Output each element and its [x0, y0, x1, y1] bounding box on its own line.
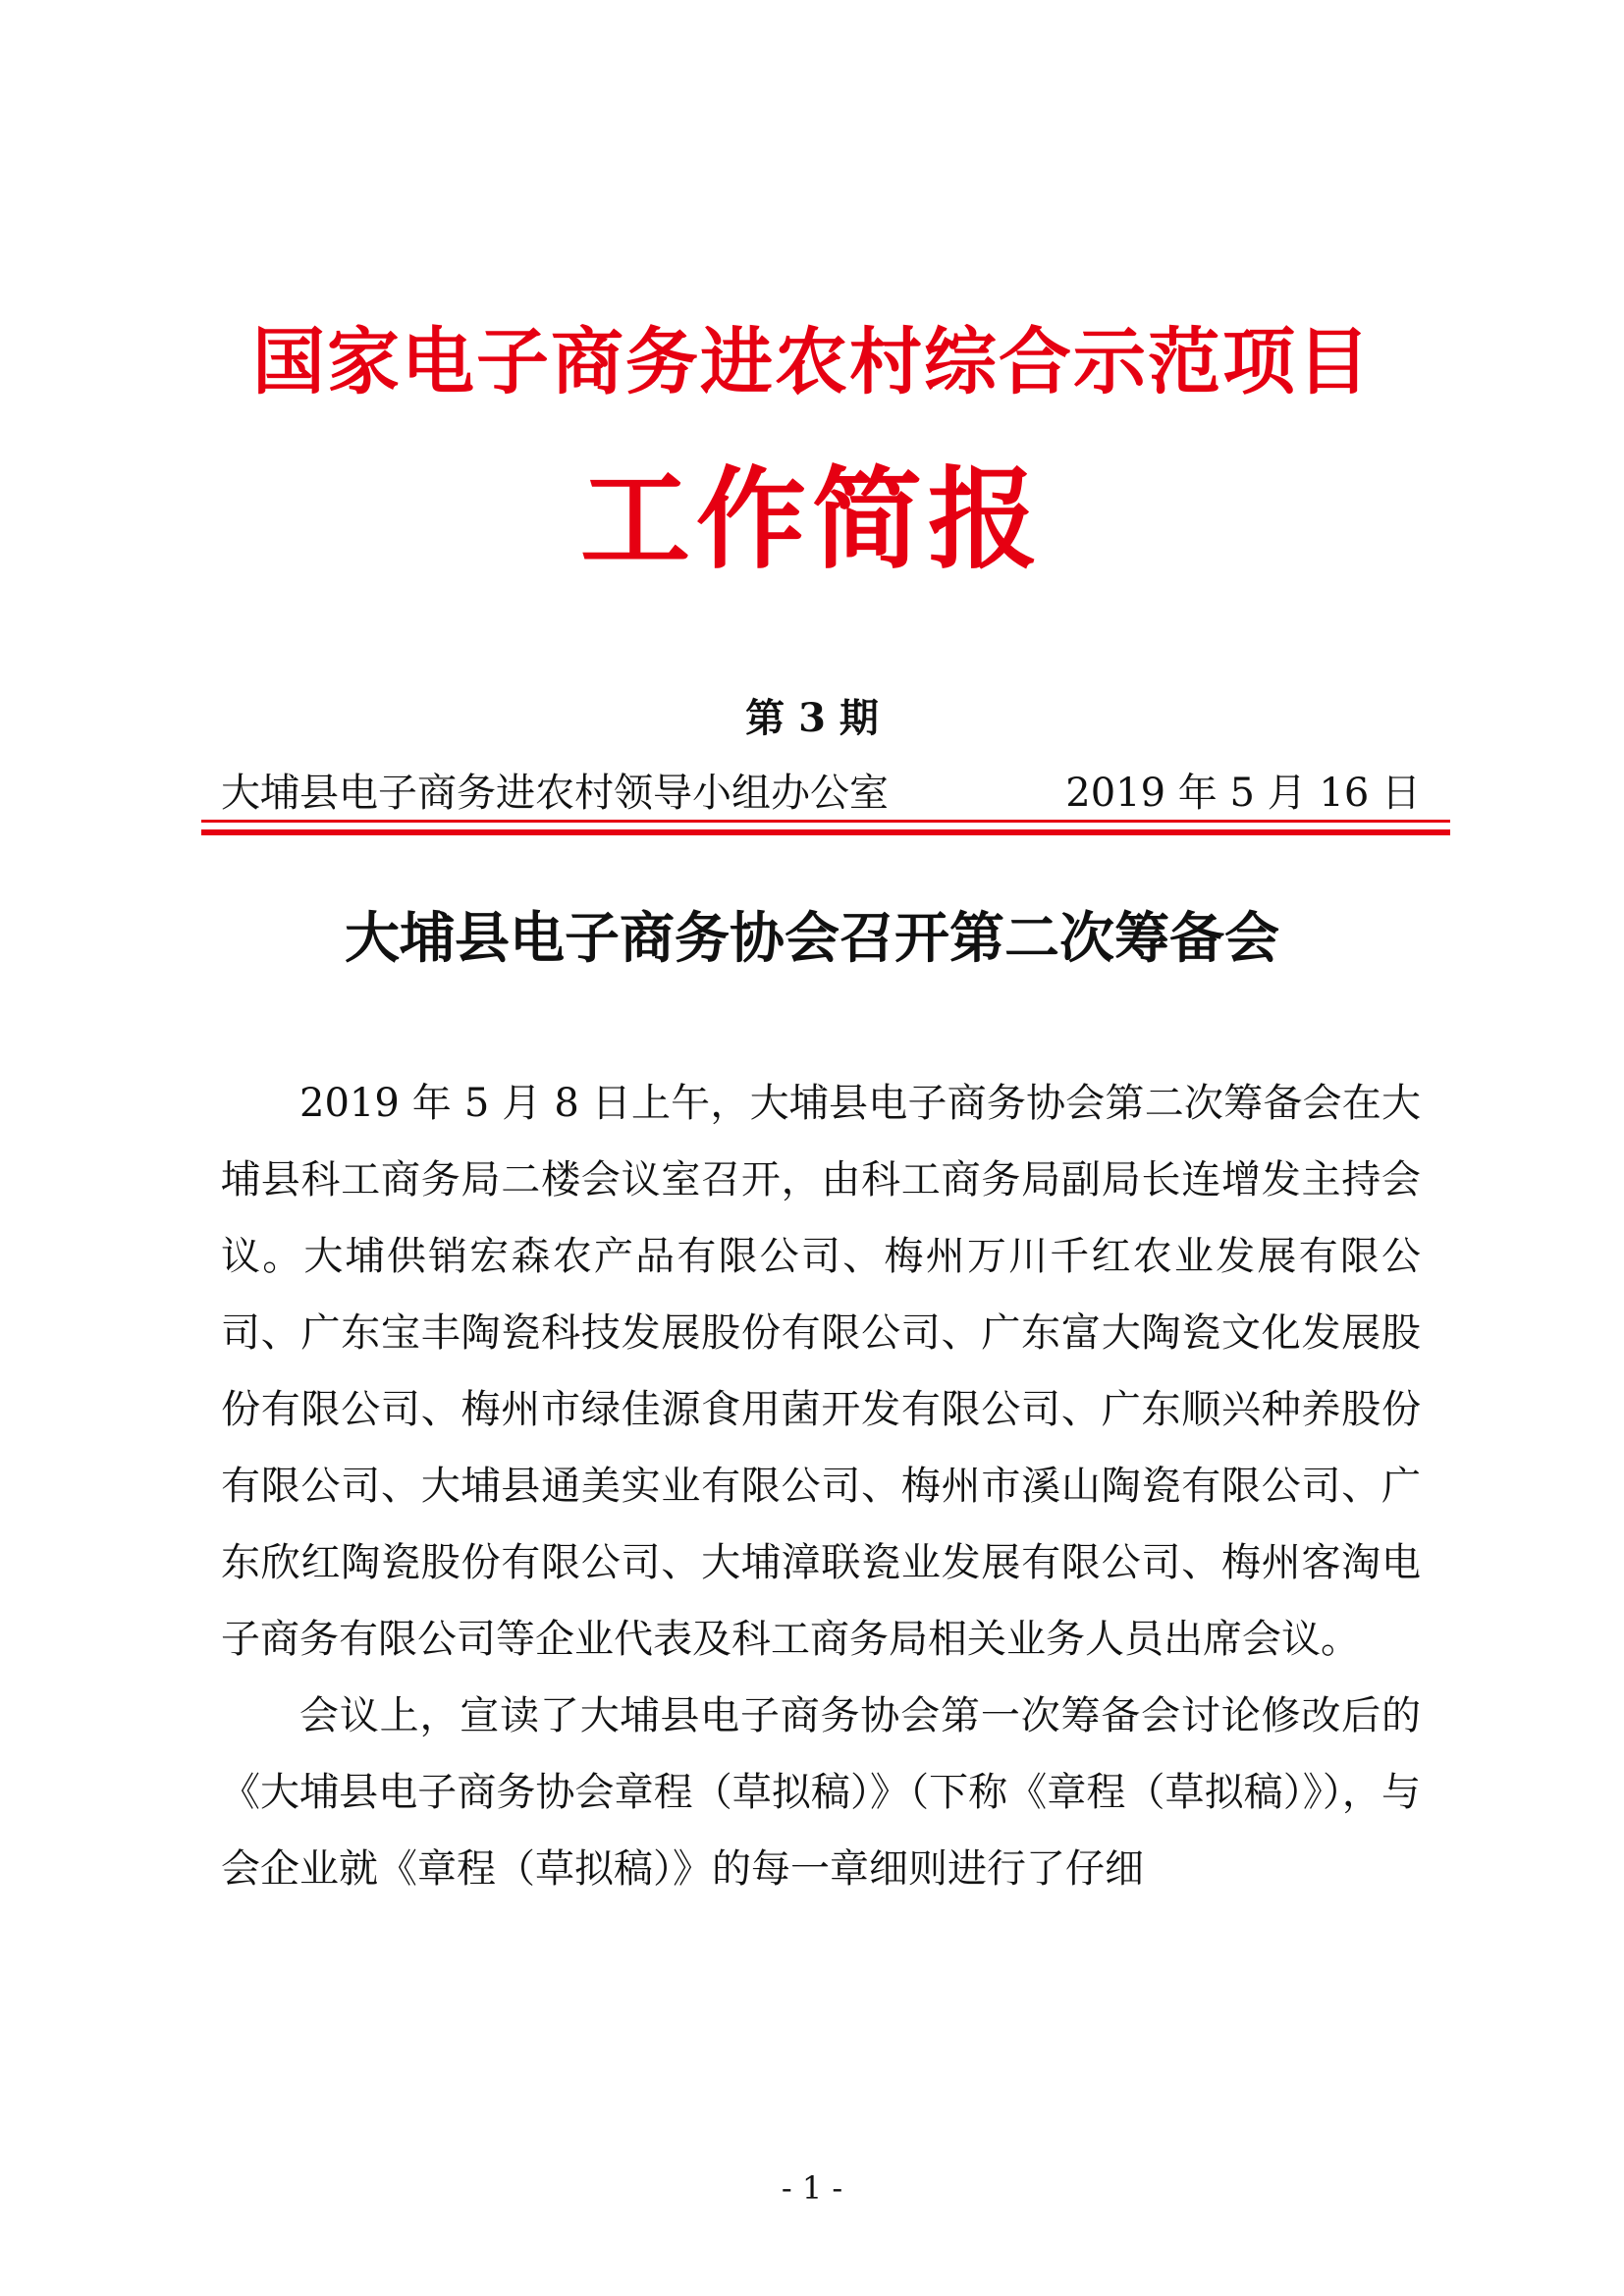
- issuer-row: [221, 762, 1421, 818]
- masthead-subtitle: 工作简报: [580, 455, 1044, 584]
- article-title: 大埔县电子商务协会召开第二次筹备会: [345, 906, 1279, 971]
- body-paragraph: 会议上，宣读了大埔县电子商务协会第一次筹备会讨论修改后的《大埔县电子商务协会章程（草拟稿）》（下称《章程（草拟稿）》），与会企业就《章程（草拟稿）》的每一章细则进行了仔细: [221, 1693, 1421, 1892]
- red-divider-thick: [201, 829, 1450, 835]
- article-body: [221, 1065, 1421, 1907]
- body-paragraph: 2019 年 5 月 8 日上午，大埔县电子商务协会第二次筹备会在大埔县科工商务局二楼会议室召开，由科工商务局副局长连增发主持会议。大埔供销宏森农产品有限公司、梅州万川千红农业发展有限公司、广东宝丰陶瓷科技发展股份有限公司、广东富大陶瓷文化发展股份有限公司、梅州市绿佳源食用菌开发有限公司、广东顺兴种养股份有限公司、大埔县通美实业有限公司、梅州市溪山陶瓷有限公司、广东欣红陶瓷股份有限公司、大埔漳联瓷业发展有限公司、梅州客淘电子商务有限公司等企业代表及科工商务局相关业务人员出席会议。: [221, 1081, 1421, 1662]
- issue-number: 第 3 期: [745, 695, 879, 741]
- issue-date: 2019 年 5 月 16 日: [1065, 771, 1421, 816]
- red-divider-thin: [201, 820, 1450, 823]
- page-number: - 1 -: [781, 2169, 843, 2207]
- masthead-title: 国家电子商务进农村综合示范项目: [252, 320, 1372, 404]
- issuer-name: 大埔县电子商务进农村领导小组办公室: [221, 771, 889, 816]
